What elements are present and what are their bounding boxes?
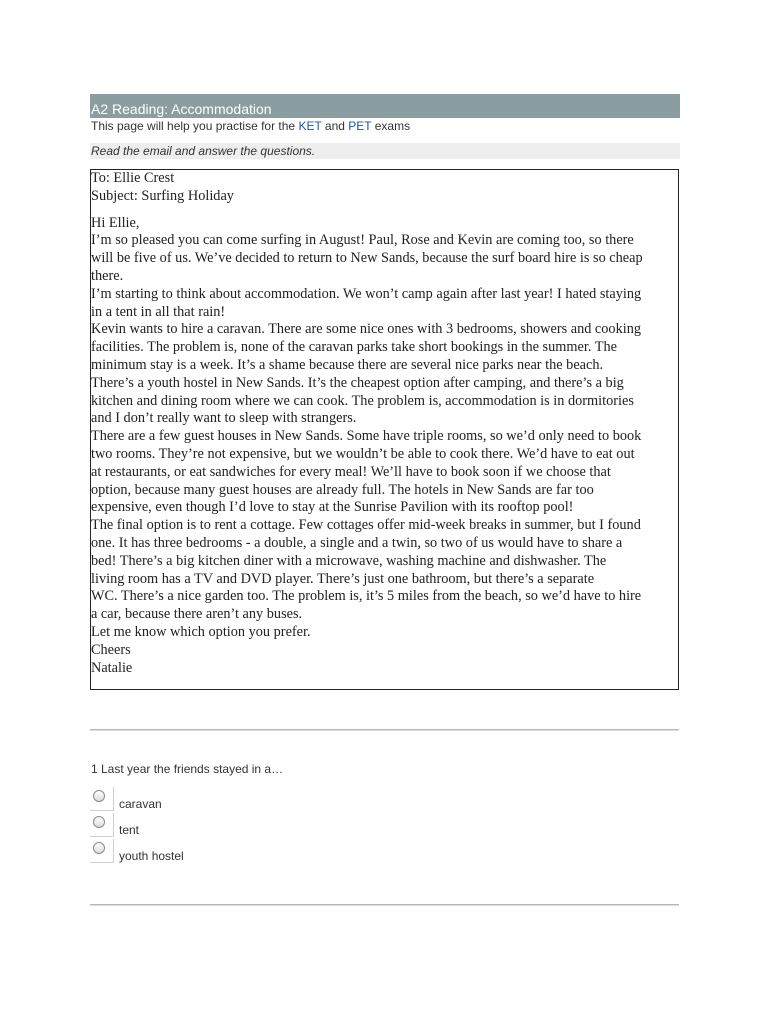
answer-option-youth-hostel[interactable] [90,839,290,863]
email-box [90,169,679,690]
email-line: one. It has three bedrooms - a double, a single and a twin, so two of us would have to share a [91,534,623,551]
email-line: I’m so pleased you can come surfing in August! Paul, Rose and Kevin are coming too, so there [91,232,634,249]
email-line: Let me know which option you prefer. [91,623,311,640]
instruction-bar: Read the email and answer the questions. [90,143,680,159]
email-line: The final option is to rent a cottage. Few cottages offer mid-week breaks in summer, but I found [91,517,641,534]
email-line: option, because many guest houses are already full. The hotels in New Sands are far too [91,481,594,498]
radio-button[interactable] [93,842,105,854]
radio-cell [90,839,114,863]
email-line: at restaurants, or eat sandwiches for every meal! We’ll have to book soon if we choose that [91,463,611,480]
divider-top [90,729,679,731]
answer-option-caravan[interactable] [90,787,290,811]
email-line: there. [91,267,124,284]
email-line: two rooms. They’re not expensive, but we wouldn’t be able to cook there. We’d have to eat out [91,445,635,462]
intro-mid: and [321,119,349,133]
email-line: living room has a TV and DVD player. There’s just one bathroom, but there’s a separate [91,570,595,587]
ket-link[interactable]: KET [298,119,322,133]
email-line: facilities. The problem is, none of the caravan parks take short bookings in the summer. The [91,339,617,356]
email-body [91,215,678,678]
email-line: expensive, even though I’d love to stay at the Sunrise Pavilion with its rooftop pool! [91,499,574,516]
page-title: A2 Reading: Accommodation [90,94,680,118]
option-label: tent [119,823,140,837]
intro-prefix: This page will help you practise for the [91,119,299,133]
pet-link[interactable]: PET [348,119,372,133]
email-line: kitchen and dining room where we can cook. The problem is, accommodation is in dormitories [91,392,634,409]
intro-suffix: exams [371,119,411,133]
radio-button[interactable] [93,790,105,802]
email-subject: Subject: Surfing Holiday [91,187,234,204]
option-label: youth hostel [119,849,184,863]
email-line: minimum stay is a week. It’s a shame because there are several nice parks near the beach. [91,356,604,373]
email-line: Kevin wants to hire a caravan. There are some nice ones with 3 bedrooms, showers and cooking [91,321,641,338]
option-label: caravan [119,797,162,811]
email-line: a car, because there aren’t any buses. [91,606,303,623]
email-line: will be five of us. We’ve decided to return to New Sands, because the surf board hire is so cheap [91,250,643,267]
email-line: Hi Ellie, [91,214,140,231]
email-line: There’s a youth hostel in New Sands. It’s the cheapest option after camping, and there’s a big [91,374,624,391]
email-line: WC. There’s a nice garden too. The problem is, it’s 5 miles from the beach, so we’d have to hire [91,588,642,605]
radio-cell [90,787,114,811]
email-line: Cheers [91,641,131,658]
email-to: To: Ellie Crest [91,170,175,186]
email-line: bed! There’s a big kitchen diner with a microwave, washing machine and dishwasher. The [91,552,607,569]
radio-button[interactable] [93,816,105,828]
email-line: Natalie [91,659,133,676]
question-1-text: 1 Last year the friends stayed in a… [91,762,284,776]
email-line: There are a few guest houses in New Sands. Some have triple rooms, so we’d only need to book [91,428,642,445]
email-line: in a tent in all that rain! [91,303,226,320]
intro-text [91,119,410,133]
email-line: I’m starting to think about accommodation. We won’t camp again after last year! I hated staying [91,285,642,302]
radio-cell [90,813,114,837]
answer-option-tent[interactable] [90,813,290,837]
email-spacer [91,206,678,215]
divider-bottom [90,904,679,906]
email-line: and I don’t really want to sleep with strangers. [91,410,357,427]
